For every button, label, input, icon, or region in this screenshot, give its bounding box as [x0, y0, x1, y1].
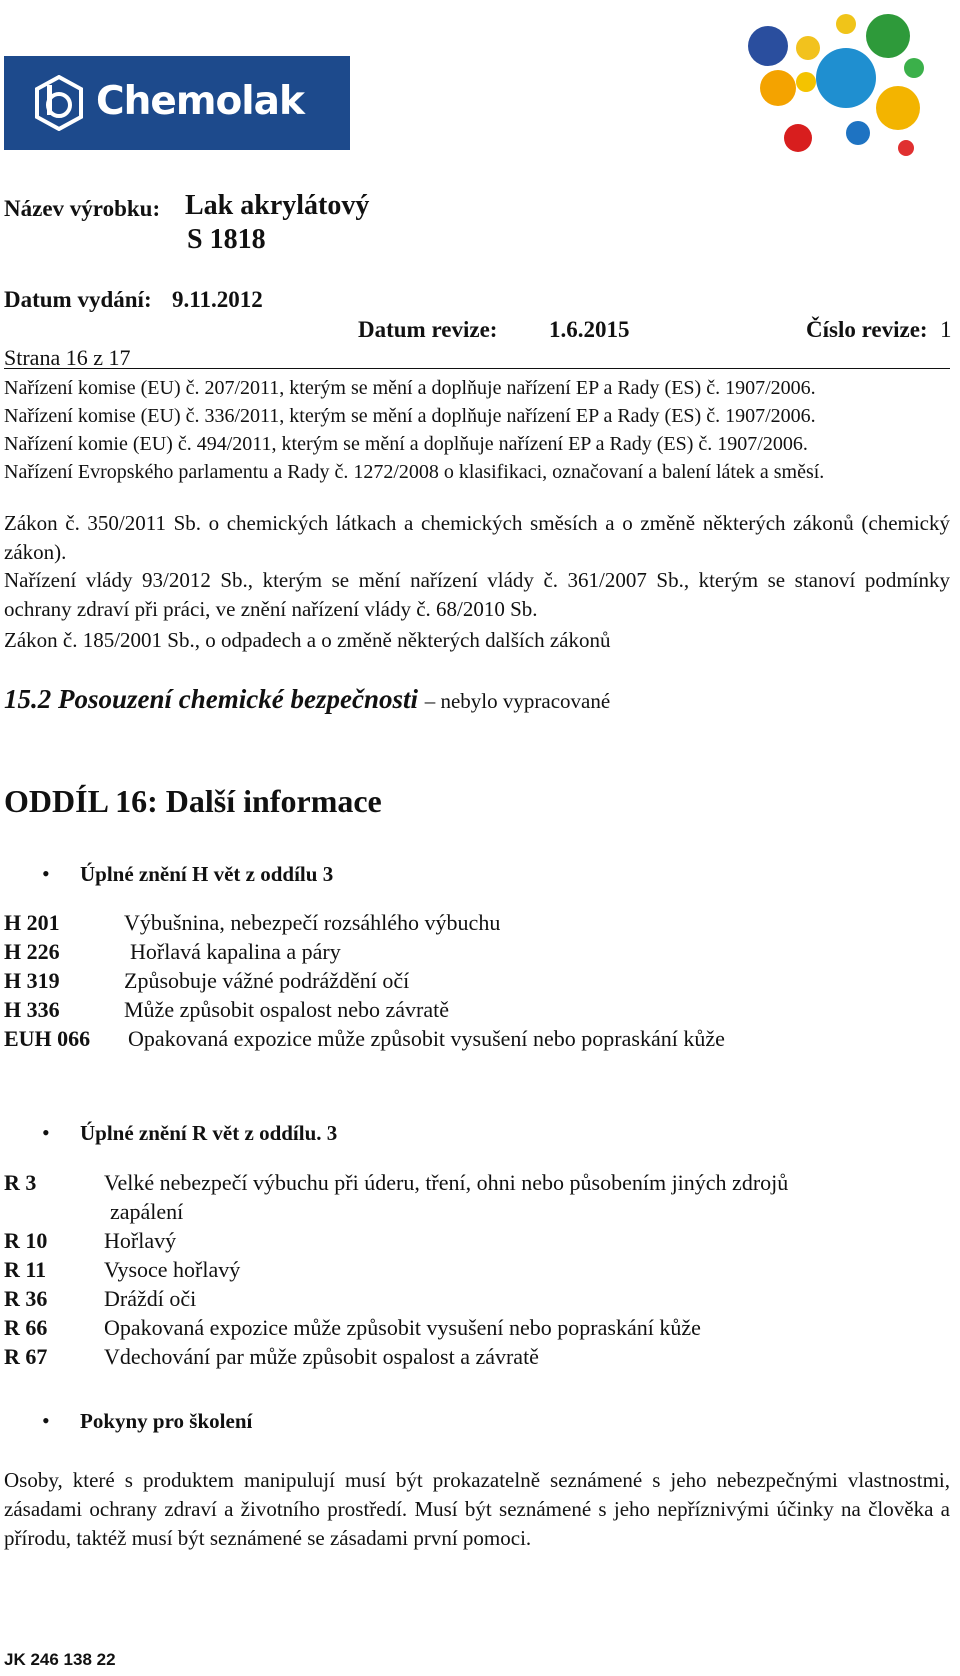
h-phrase-text: Může způsobit ospalost nebo závratě: [124, 997, 450, 1022]
law-paragraph-waste: Zákon č. 185/2001 Sb., o odpadech a o změně některých dalších zákonů: [4, 628, 611, 652]
regulation-line: Nařízení Evropského parlamentu a Rady č. 1272/2008 o klasifikaci, označovaní a balení látek a směsí.: [4, 461, 825, 483]
training-paragraph: Osoby, které s produktem manipulují musí být prokazatelně seznámené s jeho nebezpečnými vlastnostmi, zásadami ochrany zdraví a životního prostředí. Musí být seznámené s jeho nepříznivými účinky na člověka a přírodu, taktéž musí být seznámené se zásadami první pomoci.: [4, 1468, 950, 1550]
h-phrase-code: EUH 066: [4, 1026, 91, 1051]
r-phrases-heading: Úplné znění R vět z oddílu. 3: [80, 1121, 338, 1145]
section-15-2-title: 15.2 Posouzení chemické bezpečnosti: [4, 684, 418, 714]
issue-date-label: Datum vydání:: [4, 287, 152, 312]
h-phrase-text: Výbušnina, nebezpečí rozsáhlého výbuchu: [124, 910, 501, 935]
product-name-line1: Lak akrylátový: [185, 190, 370, 221]
h-phrase-code: H 226: [4, 939, 60, 964]
h-phrase-text: Opakovaná expozice může způsobit vysušení nebo popraskání kůže: [128, 1026, 725, 1051]
r-phrase-text: Opakovaná expozice může způsobit vysušení nebo popraskání kůže: [104, 1315, 701, 1340]
product-label: Název výrobku:: [4, 196, 161, 221]
r-phrase-code: R 67: [4, 1344, 48, 1369]
r-phrase-text: Vdechování par může způsobit ospalost a závratě: [104, 1344, 539, 1369]
issue-date: 9.11.2012: [172, 287, 263, 312]
h-phrase-code: H 201: [4, 910, 60, 935]
law-paragraph-chemical: Zákon č. 350/2011 Sb. o chemických látkach a chemických směsích a o změně některých zákonů (chemický zákon).: [4, 511, 950, 564]
h-phrase-code: H 336: [4, 997, 60, 1022]
r-phrase-code: R 3: [4, 1170, 37, 1195]
r-phrase-text: Velké nebezpečí výbuchu při úderu, tření, ohni nebo působením jiných zdrojů: [104, 1170, 789, 1195]
r-phrase-code: R 11: [4, 1257, 47, 1282]
h-phrase-text: Způsobuje vážné podráždění očí: [124, 968, 410, 993]
r-phrase-code: R 66: [4, 1315, 48, 1340]
hexagon-logo-icon: [34, 75, 84, 131]
r-phrase-text: Vysoce hořlavý: [104, 1257, 241, 1282]
section-15-2-note: – nebylo vypracované: [424, 689, 611, 713]
h-phrase-code: H 319: [4, 968, 60, 993]
section-16-title: ODDÍL 16: Další informace: [4, 783, 382, 819]
page-number: Strana 16 z 17: [4, 345, 131, 370]
bullet-icon: •: [42, 861, 50, 886]
section-15-2-heading: [4, 684, 610, 715]
revision-number: 1: [940, 317, 952, 342]
r-phrase-text: Dráždí oči: [104, 1286, 197, 1311]
regulation-line: Nařízení komise (EU) č. 207/2011, kterým se mění a doplňuje nařízení EP a Rady (ES) č. 1907/2006.: [4, 377, 816, 399]
r-phrase-code: R 10: [4, 1228, 48, 1253]
header-divider: [4, 368, 950, 369]
company-logo: [4, 56, 350, 150]
bullet-icon: •: [42, 1408, 50, 1433]
law-paragraph-government: Nařízení vlády 93/2012 Sb., kterým se mění nařízení vlády č. 361/2007 Sb., kterým se stanoví podmínky ochrany zdraví při práci, ve znění nařízení vlády č. 68/2010 Sb.: [4, 568, 950, 621]
revision-number-label: Číslo revize:: [806, 317, 928, 342]
revision-date-label: Datum revize:: [358, 317, 498, 342]
h-phrase-text: Hořlavá kapalina a páry: [130, 939, 341, 964]
logo-text: Chemolak: [96, 79, 304, 124]
r-phrase-text-continued: zapálení: [110, 1199, 184, 1224]
document-code: JK 246 138 22: [4, 1650, 116, 1669]
h-phrases-heading: Úplné znění H vět z oddílu 3: [80, 862, 334, 886]
bullet-icon: •: [42, 1120, 50, 1145]
product-name-line2: S 1818: [187, 224, 266, 255]
r-phrase-code: R 36: [4, 1286, 48, 1311]
r-phrase-text: Hořlavý: [104, 1228, 177, 1253]
revision-date: 1.6.2015: [549, 317, 630, 342]
regulation-line: Nařízení komise (EU) č. 336/2011, kterým se mění a doplňuje nařízení EP a Rady (ES) č. 1907/2006.: [4, 405, 816, 427]
color-blobs-icon: [738, 8, 930, 158]
training-heading: Pokyny pro školení: [80, 1409, 253, 1433]
regulation-line: Nařízení komie (EU) č. 494/2011, kterým se mění a doplňuje nařízení EP a Rady (ES) č. 1907/2006.: [4, 433, 808, 455]
